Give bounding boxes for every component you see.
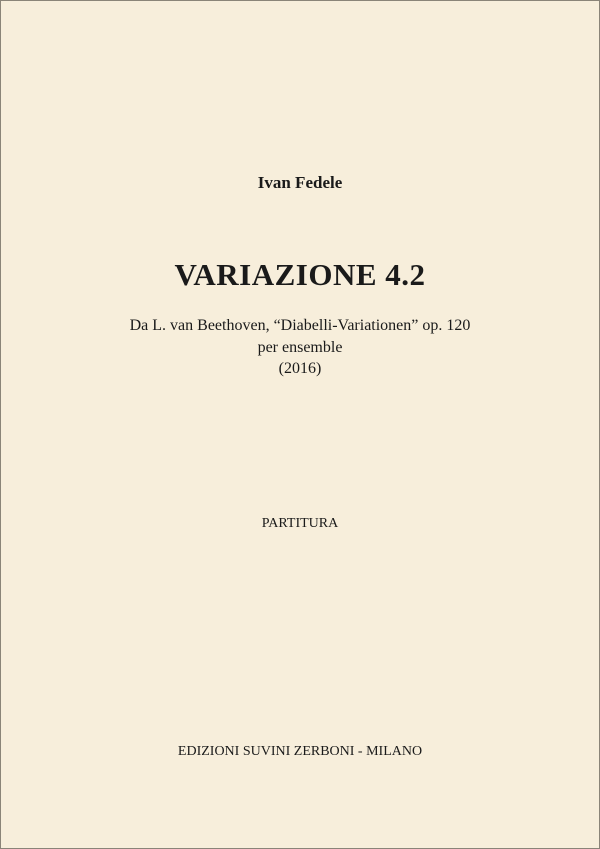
publisher-name: EDIZIONI SUVINI ZERBONI - MILANO bbox=[177, 744, 423, 759]
edition-type: PARTITURA bbox=[261, 516, 339, 531]
composition-year: (2016) bbox=[278, 360, 322, 377]
instrumentation-text: per ensemble bbox=[257, 339, 343, 356]
composer-name: Ivan Fedele bbox=[257, 173, 343, 192]
work-subtitle: Da L. van Beethoven, “Diabelli-Variationen” op. 120 bbox=[129, 317, 471, 334]
work-title: VARIAZIONE 4.2 bbox=[174, 257, 426, 292]
